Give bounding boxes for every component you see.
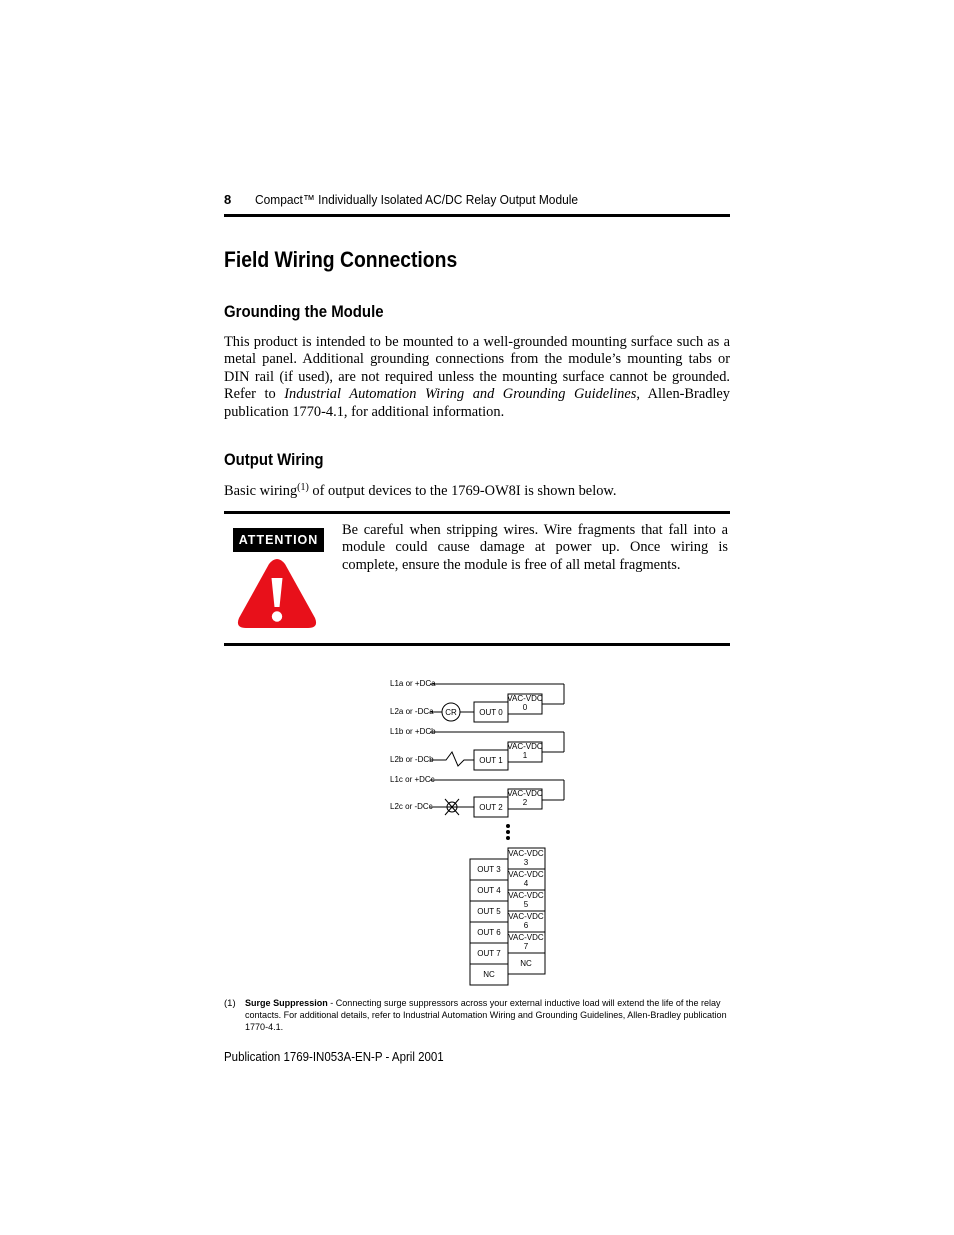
terminal-vac-vdc-6-label: VAC-VDC	[508, 912, 544, 921]
terminal-out-7: OUT 7	[477, 949, 501, 958]
line-label-l2b: L2b or -DCb	[390, 755, 434, 764]
terminal-out-5: OUT 5	[477, 907, 501, 916]
running-header-title: Compact™ Individually Isolated AC/DC Relay Output Module	[255, 192, 579, 207]
publication-footer: Publication 1769-IN053A-EN-P - April 2001	[224, 1050, 444, 1064]
vac-vdc-1-num: 1	[522, 751, 528, 760]
out-1-label: OUT 1	[479, 756, 503, 765]
intro-text-after: of output devices to the 1769-OW8I is shown below.	[308, 483, 617, 499]
terminal-vac-vdc-3-label: VAC-VDC	[508, 849, 544, 858]
vac-vdc-0-num: 0	[522, 703, 528, 712]
page-number: 8	[224, 192, 232, 207]
header-rule	[224, 214, 730, 217]
vac-vdc-2-num: 2	[522, 798, 528, 807]
line-label-l1c: L1c or +DCc	[390, 775, 435, 784]
out-2-label: OUT 2	[479, 803, 503, 812]
terminal-vac-vdc-4-label: VAC-VDC	[508, 870, 544, 879]
vac-vdc-2-label: VAC-VDC	[507, 789, 543, 798]
section-title-output-wiring: Output Wiring	[224, 450, 324, 469]
footnote-marker: (1)	[224, 998, 236, 1009]
terminal-out-3: OUT 3	[477, 865, 501, 874]
line-label-l2c: L2c or -DCc	[390, 802, 433, 811]
terminal-vac-vdc-4-num: 4	[523, 879, 529, 888]
warning-exclamation-icon	[236, 558, 318, 630]
out-0-label: OUT 0	[479, 708, 503, 717]
terminal-vac-vdc-5-label: VAC-VDC	[508, 891, 544, 900]
terminal-nc-left: NC	[483, 970, 495, 979]
attention-message: Be careful when stripping wires. Wire fragments that fall into a module could cause damage at power up. Once wiring is complete, ensure the module is free of all metal fragments.	[342, 522, 728, 573]
line-label-l1a: L1a or +DCa	[390, 679, 436, 688]
section-title-grounding: Grounding the Module	[224, 302, 384, 321]
attention-bottom-rule	[224, 643, 730, 646]
terminal-vac-vdc-7-num: 7	[523, 942, 529, 951]
attention-top-rule	[224, 511, 730, 514]
intro-text-before: Basic wiring	[224, 483, 298, 499]
terminal-out-4: OUT 4	[477, 886, 501, 895]
vac-vdc-0-label: VAC-VDC	[507, 694, 543, 703]
line-label-l2a: L2a or -DCa	[390, 707, 434, 716]
page-title: Field Wiring Connections	[224, 247, 458, 272]
line-label-l1b: L1b or +DCb	[390, 727, 436, 736]
footnote	[224, 998, 730, 1034]
cr-coil-label: CR	[445, 708, 457, 717]
grounding-paragraph	[224, 334, 730, 421]
grounding-reference: Industrial Automation Wiring and Grounding Guidelines	[284, 386, 637, 403]
grounding-text-after: , Allen-Bradley publication 1770-4.1, for additional information.	[224, 386, 730, 420]
terminal-vac-vdc-5-num: 5	[523, 900, 529, 909]
footnote-reference: (1)	[297, 482, 309, 493]
footnote-text: - Connecting surge suppressors across your external inductive load will extend the life of the relay contacts. For additional details, refer to Industrial Automation Wiring and Grounding Guidelines, Allen-Bradley publication 1770-4.1.	[245, 998, 727, 1033]
terminal-out-6: OUT 6	[477, 928, 501, 937]
grounding-text-before: This product is intended to be mounted to a well-grounded mounting surface such as a metal panel. Additional grounding connections from the module’s mounting tabs or DIN rail (if used), are not required unless the mounting surface cannot be grounded. Refer to	[224, 334, 730, 403]
output-wiring-intro	[224, 483, 730, 500]
footnote-body	[245, 998, 730, 1034]
footnote-term: Surge Suppression	[245, 998, 328, 1009]
attention-badge: ATTENTION	[233, 528, 324, 552]
terminal-vac-vdc-3-num: 3	[523, 858, 529, 867]
vac-vdc-1-label: VAC-VDC	[507, 742, 543, 751]
terminal-vac-vdc-7-label: VAC-VDC	[508, 933, 544, 942]
terminal-vac-vdc-6-num: 6	[523, 921, 529, 930]
terminal-nc-right: NC	[520, 959, 532, 968]
wiring-diagram	[380, 668, 580, 988]
